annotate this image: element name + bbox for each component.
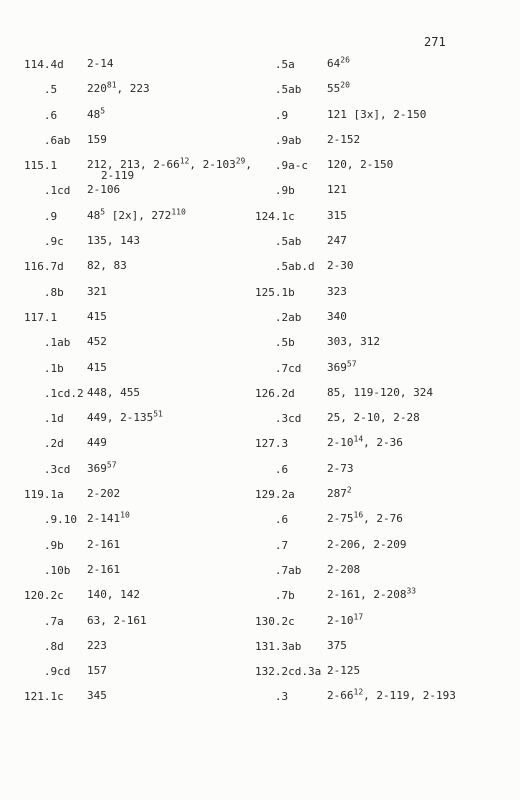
index-entry: [24, 690, 254, 715]
entry-key: .9b: [24, 538, 64, 552]
entry-key: .1ab: [24, 336, 71, 350]
entry-references-line: 303, 312: [327, 335, 380, 349]
entry-references-line: 82, 83: [87, 259, 127, 273]
index-entry: [255, 463, 510, 488]
entry-key: .5ab.d: [255, 260, 315, 274]
entry-references: [87, 286, 107, 297]
index-entry: [24, 409, 254, 437]
index-entry: [24, 665, 254, 690]
entry-references-line: 2-161: [87, 562, 121, 576]
entry-references-line: $2-75^{16}$, 2-76: [327, 510, 403, 526]
entry-references: [87, 640, 107, 651]
entry-key: .3cd: [255, 412, 302, 426]
entry-key: .1b: [24, 361, 64, 375]
entry-references-line: 2-125: [327, 664, 361, 678]
entry-references-line: 223: [87, 638, 107, 652]
entry-references-line: 120, 2-150: [327, 158, 394, 172]
entry-key: .7a: [24, 614, 64, 628]
entry-references: [87, 539, 120, 550]
entry-references: [87, 615, 147, 626]
entry-key: 129.2a: [255, 488, 295, 502]
entry-references-line: 452: [87, 335, 107, 349]
entry-key: 121.1c: [24, 690, 64, 704]
entry-references: [87, 134, 107, 145]
entry-references: [327, 210, 347, 221]
entry-references: [327, 387, 433, 398]
entry-references-line: 321: [87, 284, 107, 298]
entry-references-line: $48^5$ [2x], $272^{110}$: [87, 207, 186, 222]
entry-references-line: 159: [87, 132, 107, 146]
entry-key: .5ab: [255, 235, 302, 249]
entry-key: 115.1: [24, 159, 58, 173]
entry-references: [87, 690, 107, 701]
entry-references-line: $48^5$: [87, 105, 106, 121]
entry-references-line: 448, 455: [87, 385, 140, 399]
index-entry: [24, 105, 254, 134]
entry-key: 120.2c: [24, 589, 64, 603]
index-entry: [24, 336, 254, 361]
index-entry: [24, 589, 254, 614]
index-entry: [255, 260, 510, 285]
entry-key: 124.1c: [255, 209, 295, 223]
entry-references-line: 415: [87, 360, 107, 374]
entry-key: .3: [255, 690, 289, 704]
index-entry: [255, 611, 510, 640]
index-entry: [255, 55, 510, 83]
index-entry: [24, 640, 254, 665]
entry-key: .6: [255, 513, 289, 527]
entry-references: [327, 640, 347, 651]
index-entry: [24, 539, 254, 564]
index-entry: [255, 510, 510, 538]
index-entry: [24, 134, 254, 159]
index-entry: [255, 358, 510, 387]
index-entry: [255, 286, 510, 311]
index-entry: [255, 235, 510, 260]
entry-references-line: 2-152: [327, 132, 361, 146]
entry-key: .1cd.2: [24, 386, 84, 400]
entry-key: 132.2cd.3a: [255, 665, 322, 679]
entry-references-line: 2-30: [327, 259, 354, 273]
index-entry: [255, 539, 510, 564]
entry-key: .1d: [24, 412, 64, 426]
entry-references: [327, 412, 420, 423]
entry-references-line: 340: [327, 309, 347, 323]
entry-key: .3cd: [24, 462, 71, 476]
entry-references-line: 375: [327, 638, 347, 652]
index-column-right: [255, 55, 510, 716]
index-entry: [255, 434, 510, 462]
entry-references-line: 140, 142: [87, 588, 140, 602]
index-entry: [255, 184, 510, 209]
entry-references: [327, 134, 360, 145]
entry-references-line: 2-206, 2-209: [327, 537, 407, 551]
index-entry: [255, 687, 510, 715]
entry-references-line: $287^2$: [327, 485, 352, 501]
index-entry: [24, 235, 254, 260]
entry-references: [87, 460, 117, 475]
index-entry: [24, 615, 254, 640]
entry-references-line: 25, 2-10, 2-28: [327, 411, 420, 425]
index-entry: [24, 156, 254, 184]
entry-references: [327, 55, 350, 70]
entry-references: [87, 510, 130, 526]
entry-references: [87, 665, 107, 676]
entry-references-line: $2-10^{14}$, 2-36: [327, 434, 403, 450]
entry-references: [327, 687, 456, 703]
entry-key: .9a-c: [255, 159, 308, 173]
index-entry: [255, 311, 510, 336]
entry-references-line: $369^{57}$: [327, 358, 357, 374]
index-entry: [24, 286, 254, 311]
entry-key: .10b: [24, 563, 71, 577]
entry-references-line: 2-73: [327, 461, 354, 475]
entry-references-line: $2-141^{10}$: [87, 510, 130, 526]
index-entry: [24, 437, 254, 462]
entry-key: .2ab: [255, 310, 302, 324]
entry-references-line: 415: [87, 309, 107, 323]
entry-references-line: 63, 2-161: [87, 613, 147, 627]
index-column-left: [24, 58, 254, 716]
index-entry: [255, 80, 510, 108]
index-entry: [255, 387, 510, 412]
entry-references: [327, 159, 393, 170]
entry-references-line: 2-208: [327, 562, 361, 576]
entry-key: 114.4d: [24, 58, 64, 71]
index-entry: [255, 159, 510, 184]
entry-key: .5b: [255, 336, 295, 350]
entry-references: [87, 105, 106, 121]
entry-references: [327, 336, 380, 347]
entry-references-line: 2-202: [87, 487, 121, 501]
entry-references-line: 2-161: [87, 537, 121, 551]
entry-references: [327, 184, 347, 195]
entry-references: [327, 463, 354, 474]
entry-references-line: 323: [327, 284, 347, 298]
index-entry: [255, 564, 510, 589]
entry-key: .9b: [255, 184, 295, 198]
entry-references: [87, 184, 120, 195]
entry-references-line: 135, 143: [87, 234, 140, 248]
entry-references: [327, 434, 403, 450]
entry-references: [327, 286, 347, 297]
entry-references-line: 2-106: [87, 183, 121, 197]
entry-references: [327, 564, 360, 575]
entry-key: .9cd: [24, 665, 71, 679]
entry-references: [87, 80, 150, 96]
entry-references: [327, 358, 357, 374]
index-entry: [24, 260, 254, 285]
entry-key: .9ab: [255, 133, 302, 147]
index-entry: [255, 586, 510, 614]
entry-references: [87, 336, 107, 347]
index-entry: [24, 564, 254, 589]
entry-key: .9c: [24, 235, 64, 249]
entry-references: [327, 485, 352, 501]
entry-references: [87, 58, 114, 69]
index-entry: [255, 336, 510, 361]
entry-key: 117.1: [24, 310, 58, 324]
index-entry: [24, 80, 254, 108]
entry-references-line: 315: [327, 208, 347, 222]
page-number: 271: [424, 35, 446, 49]
entry-key: .9: [24, 209, 58, 223]
entry-references-line: 121: [327, 183, 347, 197]
entry-references: [87, 362, 107, 373]
entry-key: 131.3ab: [255, 639, 302, 653]
entry-references: [87, 387, 140, 398]
entry-references: [327, 311, 347, 322]
entry-references: [87, 235, 140, 246]
entry-key: .9.10: [24, 513, 77, 527]
entry-key: .6ab: [24, 133, 71, 147]
entry-key: 126.2d: [255, 386, 295, 400]
entry-key: .7ab: [255, 563, 302, 577]
index-entry: [24, 362, 254, 387]
entry-references: [327, 260, 354, 271]
entry-references: [87, 589, 140, 600]
entry-key: .2d: [24, 437, 64, 451]
entry-key: .8d: [24, 639, 64, 653]
entry-key: .5: [24, 83, 58, 97]
entry-key: 119.1a: [24, 488, 64, 502]
entry-references-line: 121 [3x], 2-150: [327, 107, 427, 121]
entry-references: [87, 564, 120, 575]
entry-references-line: 449: [87, 436, 107, 450]
entry-references: [327, 665, 360, 676]
entry-key: 127.3: [255, 437, 289, 451]
index-entry: [255, 210, 510, 235]
index-entry: [24, 510, 254, 538]
index-entry: [255, 109, 510, 134]
entry-references-line: 2-161, $2-208^{33}$: [327, 586, 417, 602]
entry-references-line: $220^{81}$, 223: [87, 80, 150, 96]
entry-references-continuation: 2-119: [101, 169, 135, 183]
entry-key: 130.2c: [255, 614, 295, 628]
entry-key: .5a: [255, 58, 295, 71]
entry-references-line: 2-14: [87, 57, 114, 70]
entry-key: .5ab: [255, 83, 302, 97]
entry-references: [327, 109, 426, 120]
entry-key: .6: [255, 462, 289, 476]
entry-references: [327, 80, 350, 96]
entry-references: [87, 437, 107, 448]
entry-key: 125.1b: [255, 285, 295, 299]
entry-key: .7cd: [255, 361, 302, 375]
entry-references-line: 212, 213, $2-66^{12}$, $2-103^{29}$,: [87, 156, 252, 172]
entry-references-line: $64^{26}$: [327, 55, 350, 70]
entry-key: .7: [255, 538, 289, 552]
entry-references-line: $2-66^{12}$, 2-119, 2-193: [327, 687, 456, 703]
entry-references: [87, 311, 107, 322]
index-entry: [24, 207, 254, 235]
entry-key: 116.7d: [24, 260, 64, 274]
index-entry: [255, 485, 510, 513]
entry-key: .9: [255, 108, 289, 122]
index-entry: [255, 640, 510, 665]
index-entry: [24, 311, 254, 336]
entry-references: [327, 611, 364, 627]
entry-references: [87, 260, 127, 271]
entry-references-line: 85, 119-120, 324: [327, 385, 433, 399]
entry-references: [87, 488, 120, 499]
entry-key: .8b: [24, 285, 64, 299]
entry-references: [87, 156, 252, 183]
index-entry: [24, 460, 254, 488]
entry-references: [87, 409, 163, 425]
entry-key: .6: [24, 108, 58, 122]
entry-references-line: $2-10^{17}$: [327, 611, 364, 627]
entry-references-line: 247: [327, 234, 347, 248]
index-entry: [255, 412, 510, 437]
entry-references-line: $55^{20}$: [327, 80, 350, 96]
entry-references: [327, 539, 406, 550]
index-entry: [24, 488, 254, 513]
index-entry: [255, 134, 510, 159]
index-entry: [24, 184, 254, 209]
entry-key: .7b: [255, 589, 295, 603]
entry-references: [87, 207, 186, 222]
index-entry: [255, 665, 510, 690]
entry-references: [327, 235, 347, 246]
entry-references: [327, 586, 417, 602]
entry-key: .1cd: [24, 184, 71, 198]
entry-references-line: 449, $2-135^{51}$: [87, 409, 163, 425]
entry-references: [327, 510, 403, 526]
entry-references-line: $369^{57}$: [87, 460, 117, 475]
entry-references-line: 157: [87, 664, 107, 678]
index-entry: [24, 387, 254, 412]
entry-references-line: 345: [87, 689, 107, 703]
index-entry: [24, 58, 254, 83]
